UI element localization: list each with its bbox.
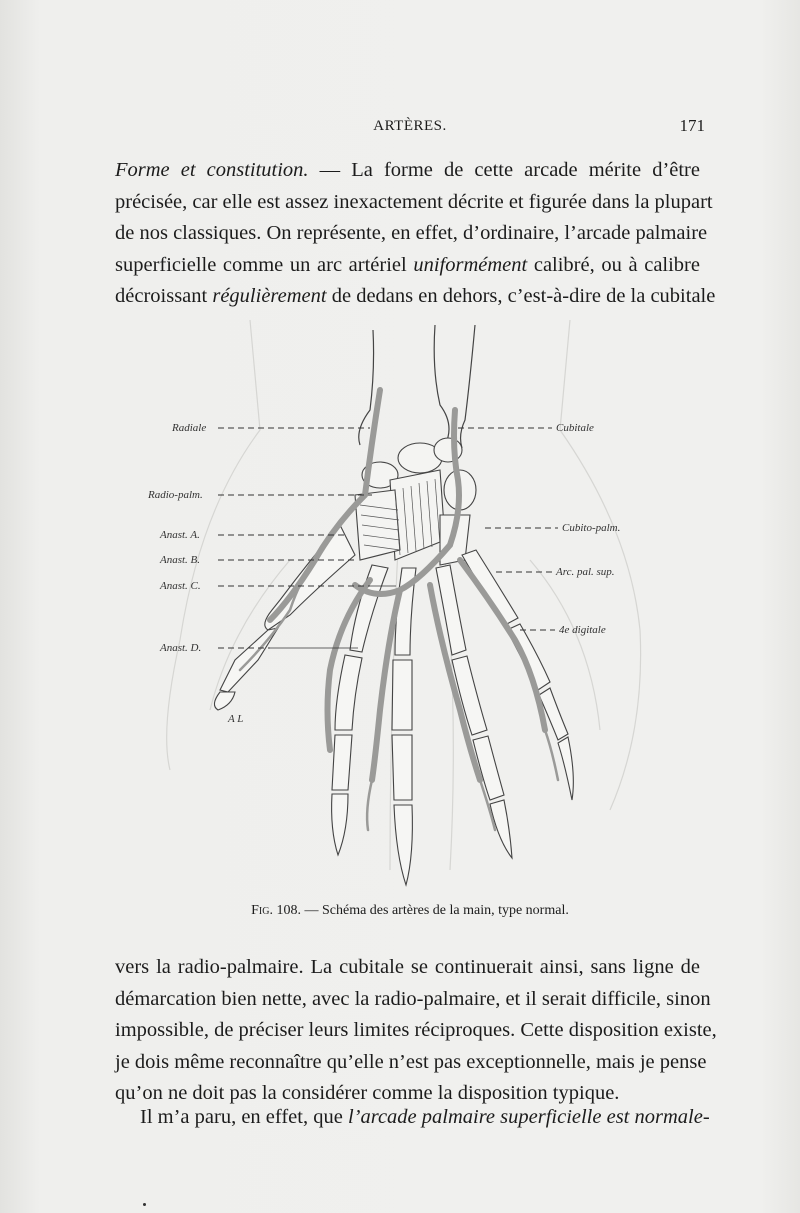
text-line: précisée, car elle est assez inexactement décrite et figurée dans la plupart <box>115 190 713 213</box>
figure-caption <box>115 903 705 919</box>
page-number: 171 <box>679 116 705 135</box>
text-line <box>115 281 716 313</box>
text-span: superficielle comme un arc artériel <box>115 253 414 276</box>
italic-word: régulièrement <box>212 285 327 307</box>
text-line: je dois même reconnaître qu’elle n’est pas exceptionnelle, mais je pense <box>115 1050 707 1073</box>
label-anast-b: Anast. B. <box>160 554 201 566</box>
text-line: impossible, de préciser leurs limites réciproques. Cette disposition existe, <box>115 1019 717 1041</box>
text-line <box>115 250 700 282</box>
label-radiale: Radiale <box>172 422 207 434</box>
text-span: de dedans en dehors, c’est-à-dire de la cubitale <box>326 285 716 307</box>
label-cubitale: Cubitale <box>556 422 594 434</box>
label-anast-d: Anast. D. <box>160 642 202 654</box>
text-line <box>115 155 700 187</box>
paragraph-last <box>115 1102 710 1134</box>
label-anast-c: Anast. C. <box>160 580 201 592</box>
running-head <box>115 118 705 142</box>
caption-prefix: Fig. 108. <box>251 903 301 918</box>
text-line <box>115 1102 710 1134</box>
caption-text: — Schéma des artères de la main, type normal. <box>300 903 569 918</box>
page-speck <box>143 1203 146 1206</box>
label-radio-palm: Radio-palm. <box>148 489 203 501</box>
running-title: ARTÈRES. <box>373 118 447 134</box>
text-line: démarcation bien nette, avec la radio-palmaire, et il serait difficile, sinon <box>115 987 711 1010</box>
text-span: calibré, ou à calibre <box>527 253 700 276</box>
text-span: Il m’a paru, en effet, que <box>140 1106 348 1128</box>
paragraph-bottom <box>115 952 717 1110</box>
text-span: — La forme de cette arcade mérite d’être <box>308 159 700 181</box>
text-line: de nos classiques. On représente, en effet, d’ordinaire, l’arcade palmaire <box>115 222 708 244</box>
italic-phrase: l’arcade palmaire superficielle est normale- <box>347 1106 710 1128</box>
label-cubito-palm: Cubito-palm. <box>562 522 621 534</box>
italic-word: uniformément <box>413 253 528 276</box>
italic-lead: Forme et constitution. <box>115 159 309 181</box>
hand-arteries-figure <box>140 310 680 900</box>
text-span: décroissant <box>115 285 213 307</box>
label-anast-a: Anast. A. <box>160 529 200 541</box>
label-digitale: 4e digitale <box>559 624 606 636</box>
text-line: vers la radio-palmaire. La cubitale se continuerait ainsi, sans ligne de <box>115 956 700 978</box>
finger-bones <box>214 525 573 885</box>
text-line: qu’on ne doit pas la considérer comme la disposition typique. <box>115 1082 620 1104</box>
hand-illustration <box>140 310 680 900</box>
artist-signature: A L <box>228 713 244 725</box>
label-arc-pal-sup: Arc. pal. sup. <box>556 566 615 578</box>
paragraph-top <box>115 155 716 313</box>
